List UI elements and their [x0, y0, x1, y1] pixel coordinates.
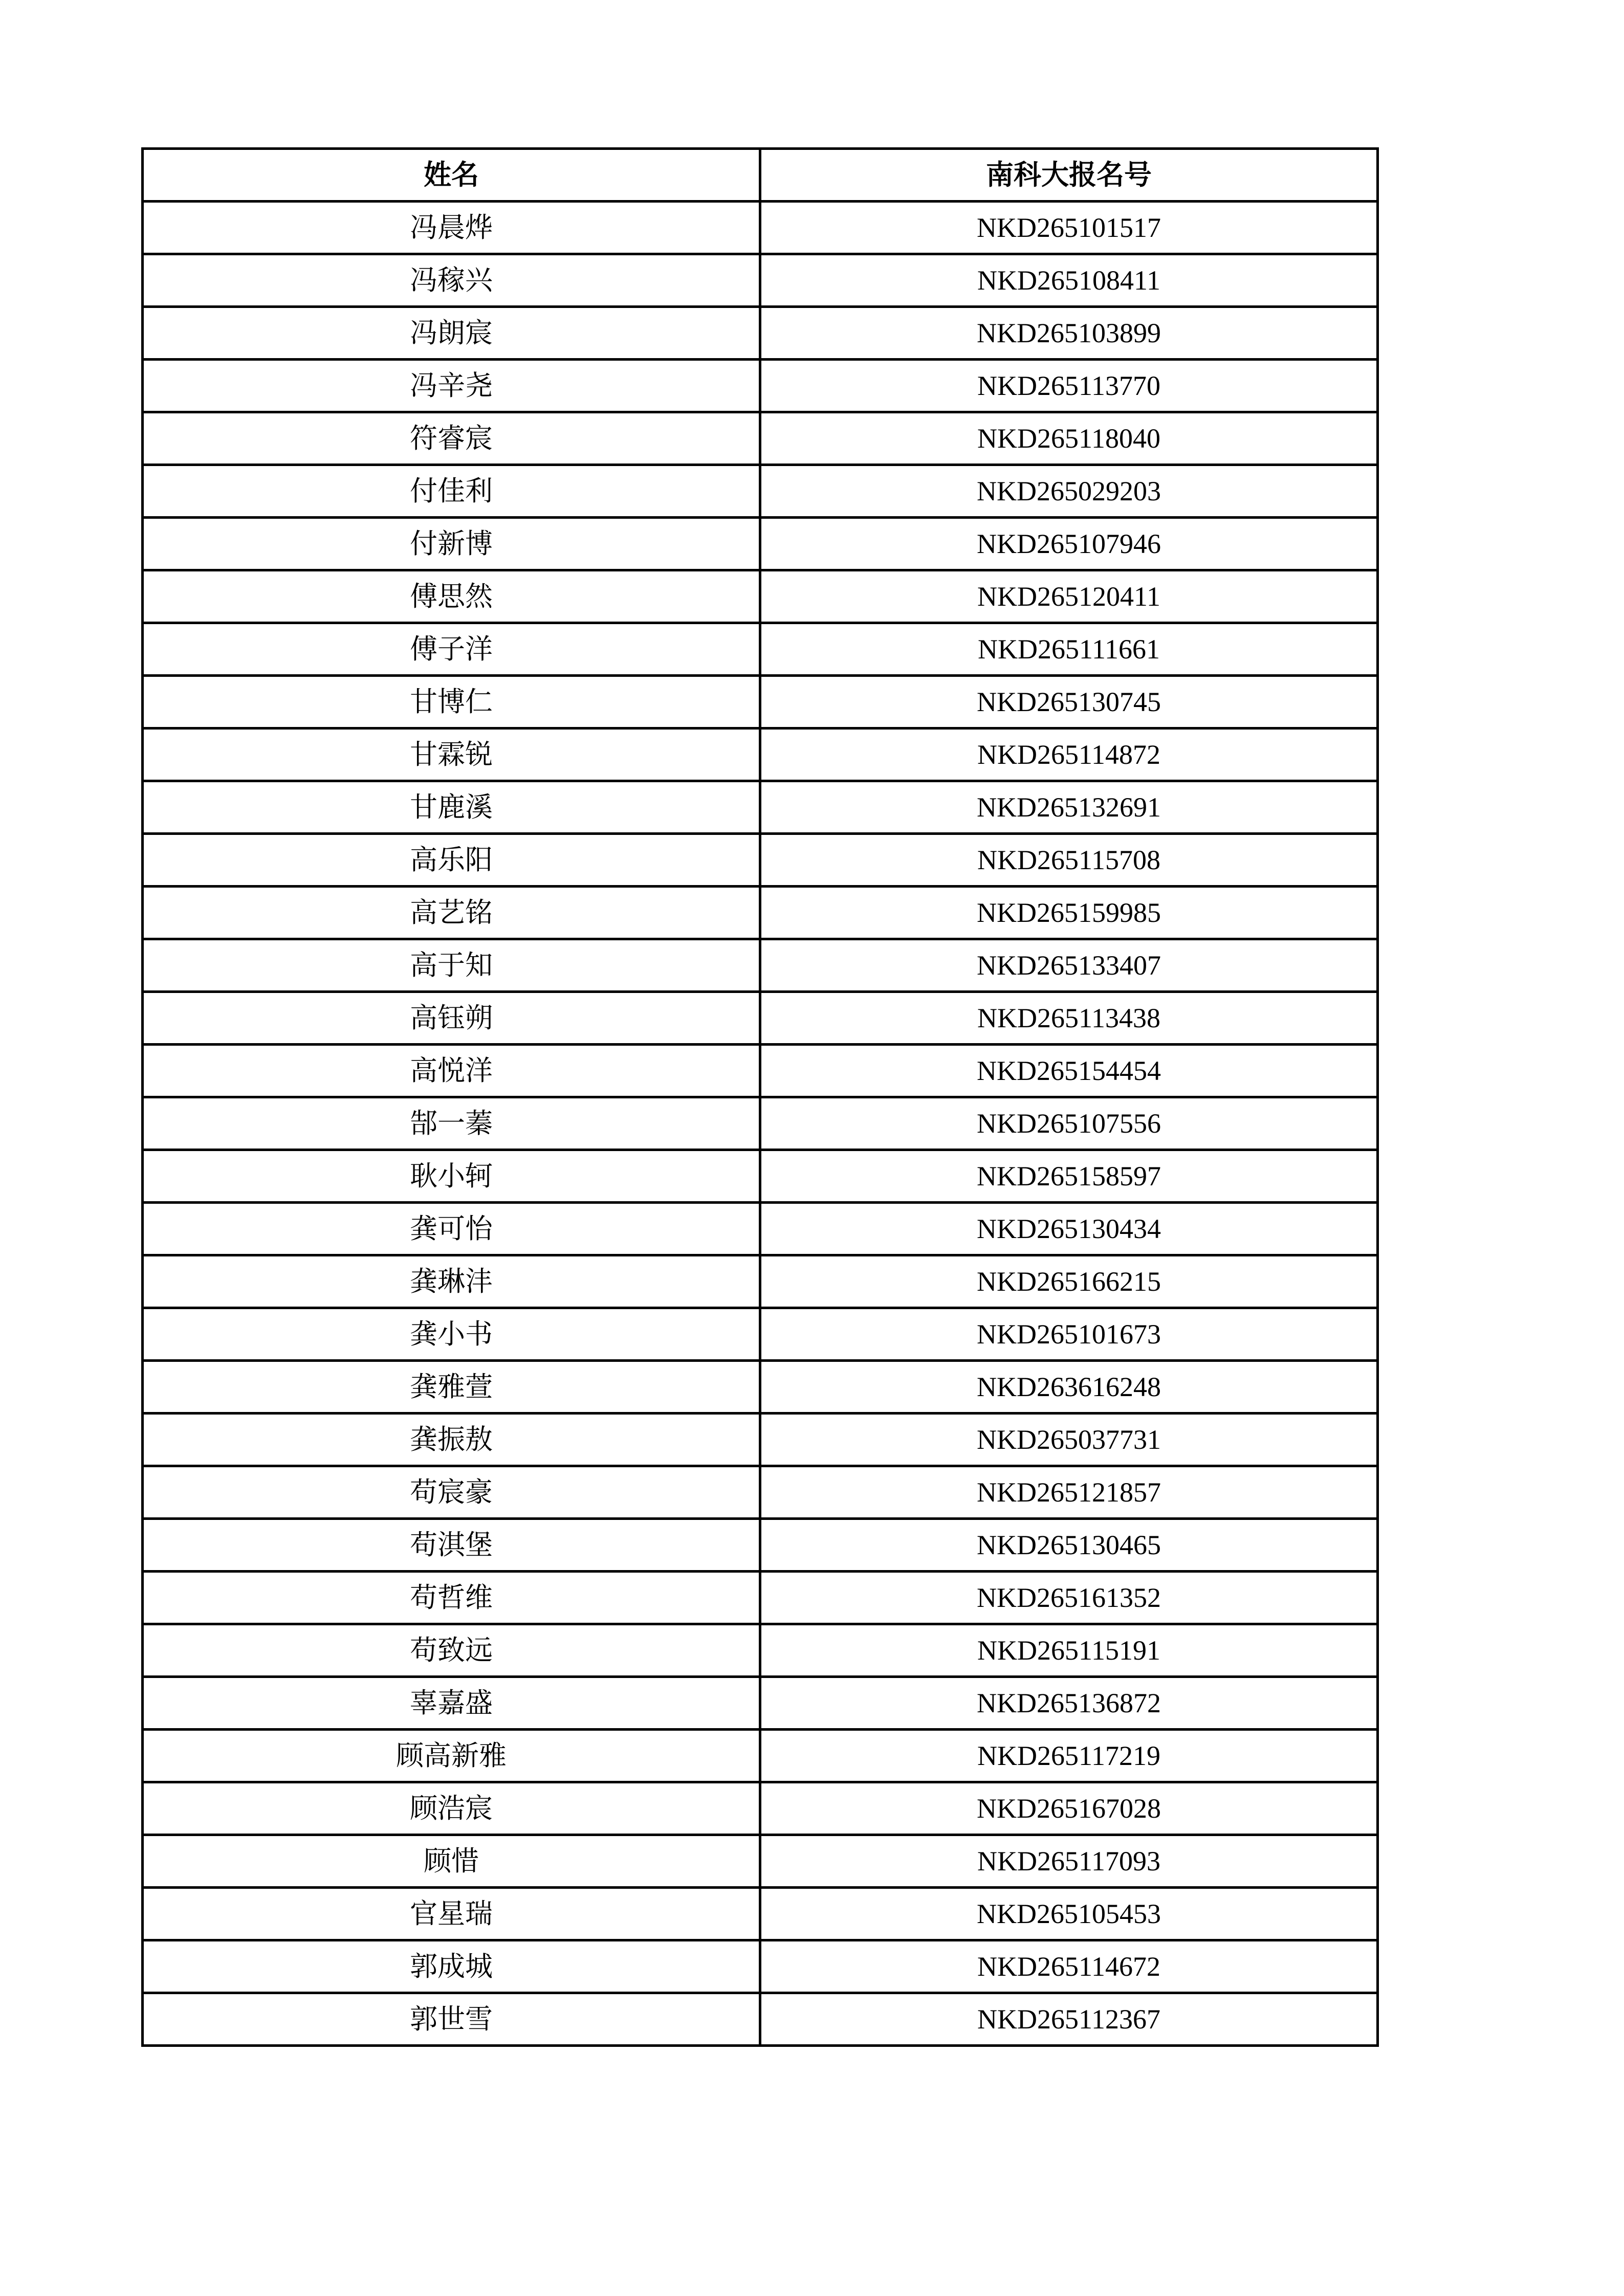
student-name-cell: 高乐阳 — [143, 834, 760, 887]
table-body — [143, 202, 1378, 2046]
table-row — [143, 1308, 1378, 1361]
table-header — [143, 149, 1378, 202]
table-row — [143, 676, 1378, 728]
student-name-cell: 傅思然 — [143, 570, 760, 623]
student-name-cell: 苟哲维 — [143, 1572, 760, 1624]
student-name-cell: 龚雅萱 — [143, 1361, 760, 1414]
registration-number-cell: NKD265132691 — [760, 781, 1378, 834]
table-row — [143, 412, 1378, 465]
registration-number-cell: NKD265130745 — [760, 676, 1378, 728]
table-row — [143, 728, 1378, 781]
table-row — [143, 1414, 1378, 1466]
registration-number-cell: NKD265101517 — [760, 202, 1378, 254]
registration-number-cell: NKD265154454 — [760, 1045, 1378, 1097]
registration-number-cell: NKD265107556 — [760, 1097, 1378, 1150]
student-name-cell: 高于知 — [143, 939, 760, 992]
registration-number-cell: NKD265130434 — [760, 1203, 1378, 1255]
table-row — [143, 1203, 1378, 1255]
student-name-cell: 冯稼兴 — [143, 254, 760, 307]
registration-number-cell: NKD265117093 — [760, 1835, 1378, 1888]
student-name-cell: 高钰朔 — [143, 992, 760, 1045]
registration-number-cell: NKD265114872 — [760, 728, 1378, 781]
registration-number-cell: NKD265113438 — [760, 992, 1378, 1045]
student-name-cell: 甘鹿溪 — [143, 781, 760, 834]
student-name-cell: 顾惜 — [143, 1835, 760, 1888]
registration-number-cell: NKD265118040 — [760, 412, 1378, 465]
registration-number-cell: NKD265136872 — [760, 1677, 1378, 1730]
table-row — [143, 1782, 1378, 1835]
student-name-cell: 冯晨烨 — [143, 202, 760, 254]
table-row — [143, 1361, 1378, 1414]
table-row — [143, 939, 1378, 992]
student-name-cell: 顾高新雅 — [143, 1730, 760, 1782]
header-registration-number: 南科大报名号 — [760, 149, 1378, 202]
registration-number-cell: NKD265130465 — [760, 1519, 1378, 1572]
student-name-cell: 苟宸豪 — [143, 1466, 760, 1519]
student-name-cell: 龚琳沣 — [143, 1255, 760, 1308]
table-row — [143, 834, 1378, 887]
registration-number-cell: NKD265101673 — [760, 1308, 1378, 1361]
student-name-cell: 傅子洋 — [143, 623, 760, 676]
registration-number-cell: NKD265115191 — [760, 1624, 1378, 1677]
student-name-cell: 官星瑞 — [143, 1888, 760, 1940]
student-name-cell: 郜一蓁 — [143, 1097, 760, 1150]
registration-number-cell: NKD265037731 — [760, 1414, 1378, 1466]
table-row — [143, 465, 1378, 518]
registration-number-cell: NKD265117219 — [760, 1730, 1378, 1782]
registration-number-cell: NKD265159985 — [760, 887, 1378, 939]
student-name-cell: 甘博仁 — [143, 676, 760, 728]
registration-number-cell: NKD265115708 — [760, 834, 1378, 887]
registration-number-cell: NKD265112367 — [760, 1993, 1378, 2046]
table-row — [143, 1888, 1378, 1940]
registration-number-cell: NKD265158597 — [760, 1150, 1378, 1203]
student-name-cell: 符睿宸 — [143, 412, 760, 465]
registration-number-cell: NKD265107946 — [760, 518, 1378, 570]
table-row — [143, 254, 1378, 307]
student-name-cell: 顾浩宸 — [143, 1782, 760, 1835]
table-row — [143, 1940, 1378, 1993]
student-name-cell: 付新博 — [143, 518, 760, 570]
registration-number-cell: NKD265161352 — [760, 1572, 1378, 1624]
registration-number-cell: NKD265113770 — [760, 360, 1378, 412]
registration-number-cell: NKD265121857 — [760, 1466, 1378, 1519]
student-name-cell: 郭成城 — [143, 1940, 760, 1993]
student-name-cell: 冯辛尧 — [143, 360, 760, 412]
table-row — [143, 570, 1378, 623]
table-row — [143, 992, 1378, 1045]
registration-number-cell: NKD265133407 — [760, 939, 1378, 992]
header-row — [143, 149, 1378, 202]
table-row — [143, 1993, 1378, 2046]
table-row — [143, 1097, 1378, 1150]
table-row — [143, 1466, 1378, 1519]
table-row — [143, 623, 1378, 676]
registration-number-cell: NKD265103899 — [760, 307, 1378, 360]
table-row — [143, 518, 1378, 570]
registration-number-cell: NKD265167028 — [760, 1782, 1378, 1835]
student-name-cell: 苟致远 — [143, 1624, 760, 1677]
roster-table — [141, 147, 1379, 2047]
student-name-cell: 高悦洋 — [143, 1045, 760, 1097]
student-name-cell: 冯朗宸 — [143, 307, 760, 360]
table-row — [143, 781, 1378, 834]
student-name-cell: 郭世雪 — [143, 1993, 760, 2046]
table-row — [143, 307, 1378, 360]
registration-number-cell: NKD265029203 — [760, 465, 1378, 518]
registration-number-cell: NKD265105453 — [760, 1888, 1378, 1940]
student-name-cell: 苟淇堡 — [143, 1519, 760, 1572]
table-row — [143, 1255, 1378, 1308]
table-row — [143, 1835, 1378, 1888]
table-row — [143, 1624, 1378, 1677]
student-name-cell: 龚小书 — [143, 1308, 760, 1361]
student-name-cell: 付佳利 — [143, 465, 760, 518]
registration-number-cell: NKD265114672 — [760, 1940, 1378, 1993]
student-name-cell: 龚振敖 — [143, 1414, 760, 1466]
registration-number-cell: NKD265108411 — [760, 254, 1378, 307]
registration-number-cell: NKD265120411 — [760, 570, 1378, 623]
student-name-cell: 高艺铭 — [143, 887, 760, 939]
table-row — [143, 1677, 1378, 1730]
table-row — [143, 360, 1378, 412]
header-name: 姓名 — [143, 149, 760, 202]
table-row — [143, 1045, 1378, 1097]
table-row — [143, 1519, 1378, 1572]
table-row — [143, 887, 1378, 939]
table-row — [143, 1572, 1378, 1624]
table-row — [143, 1730, 1378, 1782]
student-name-cell: 甘霖锐 — [143, 728, 760, 781]
registration-number-cell: NKD265111661 — [760, 623, 1378, 676]
registration-number-cell: NKD263616248 — [760, 1361, 1378, 1414]
table-row — [143, 1150, 1378, 1203]
student-name-cell: 龚可怡 — [143, 1203, 760, 1255]
student-name-cell: 耿小轲 — [143, 1150, 760, 1203]
registration-number-cell: NKD265166215 — [760, 1255, 1378, 1308]
student-name-cell: 辜嘉盛 — [143, 1677, 760, 1730]
table-row — [143, 202, 1378, 254]
